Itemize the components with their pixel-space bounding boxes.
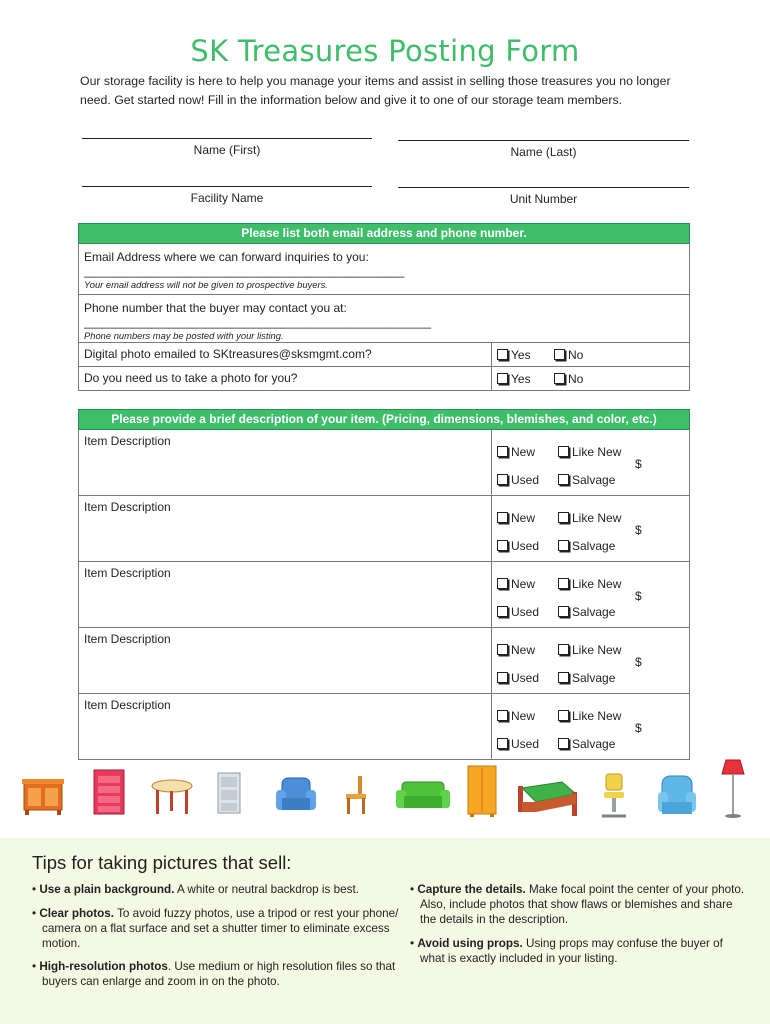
tips-heading: Tips for taking pictures that sell: xyxy=(32,852,292,873)
condition-like-new[interactable]: Like New xyxy=(558,577,621,591)
checkbox-icon xyxy=(497,578,508,589)
photo-q2-yes[interactable]: Yes xyxy=(497,372,531,386)
checkbox-icon xyxy=(558,672,569,683)
item-description-label: Item Description xyxy=(84,500,171,514)
name-last-field[interactable] xyxy=(398,140,689,159)
checkbox-icon xyxy=(497,474,508,485)
item-description-cell[interactable] xyxy=(79,430,492,496)
item-description-label: Item Description xyxy=(84,566,171,580)
price-field[interactable]: $ xyxy=(635,457,642,471)
item-description-cell[interactable] xyxy=(79,496,492,562)
items-table xyxy=(78,409,690,760)
dresser-icon xyxy=(22,776,64,816)
photo-q2-options xyxy=(492,367,690,391)
photo-q1-cell xyxy=(79,343,492,367)
checkbox-icon xyxy=(554,373,565,384)
condition-used[interactable]: Used xyxy=(497,473,539,487)
tip-high-resolution: • High-resolution photos. Use medium or high resolution files so that buyers can enlarge and zoom in on the photo. xyxy=(32,960,396,988)
contact-header: Please list both email address and phone number. xyxy=(79,224,690,244)
item-condition-cell xyxy=(492,430,690,496)
furniture-icons-row xyxy=(0,756,770,826)
photo-q2-cell xyxy=(79,367,492,391)
facility-name-field[interactable] xyxy=(82,186,372,205)
condition-like-new[interactable]: Like New xyxy=(558,511,621,525)
name-first-field[interactable] xyxy=(82,138,372,157)
tip-capture-details: • Capture the details. Make focal point the center of your photo. Also, include photos that show flaws or blemishes and share the details in the description. xyxy=(410,883,745,926)
checkbox-icon xyxy=(558,738,569,749)
office-chair-icon xyxy=(598,772,630,822)
armchair-icon xyxy=(274,774,318,816)
condition-new[interactable]: New xyxy=(497,577,535,591)
form-title: SK Treasures Posting Form xyxy=(190,34,580,68)
condition-salvage[interactable]: Salvage xyxy=(558,605,615,619)
tip-clear-photos: • Clear photos. To avoid fuzzy photos, use a tripod or rest your phone/ camera on a flat surface and set a shutter timer to eliminate excess motion. xyxy=(32,907,399,950)
item-condition-cell xyxy=(492,562,690,628)
wooden-chair-icon xyxy=(342,774,372,816)
item-description-label: Item Description xyxy=(84,434,171,448)
file-cabinet-icon xyxy=(216,771,242,815)
price-field[interactable]: $ xyxy=(635,655,642,669)
price-field[interactable]: $ xyxy=(635,523,642,537)
floor-lamp-icon xyxy=(718,756,748,820)
checkbox-icon xyxy=(497,606,508,617)
price-field[interactable]: $ xyxy=(635,721,642,735)
condition-like-new[interactable]: Like New xyxy=(558,445,621,459)
item-description-label: Item Description xyxy=(84,632,171,646)
tip-avoid-props: • Avoid using props. Using props may confuse the buyer of what is exactly included in your listing. xyxy=(410,937,723,965)
condition-new[interactable]: New xyxy=(497,709,535,723)
condition-new[interactable]: New xyxy=(497,643,535,657)
photo-q1-options xyxy=(492,343,690,367)
unit-number-label: Unit Number xyxy=(509,192,578,206)
wardrobe-icon xyxy=(466,764,498,818)
contact-table xyxy=(78,223,690,391)
item-condition-cell xyxy=(492,694,690,760)
checkbox-icon xyxy=(558,540,569,551)
checkbox-icon xyxy=(497,644,508,655)
round-table-icon xyxy=(150,778,194,816)
items-header: Please provide a brief description of your item. (Pricing, dimensions, blemishes, and color, etc.) xyxy=(79,410,690,430)
condition-salvage[interactable]: Salvage xyxy=(558,473,615,487)
item-description-label: Item Description xyxy=(84,698,171,712)
item-description-cell[interactable] xyxy=(79,628,492,694)
photo-q1-label: Digital photo emailed to SKtreasures@sksmgmt.com? xyxy=(84,347,372,361)
photo-q1-no[interactable]: No xyxy=(554,348,583,362)
condition-used[interactable]: Used xyxy=(497,671,539,685)
condition-salvage[interactable]: Salvage xyxy=(558,671,615,685)
checkbox-icon xyxy=(497,512,508,523)
checkbox-icon xyxy=(497,738,508,749)
name-last-label: Name (Last) xyxy=(510,145,577,159)
photo-q2-label: Do you need us to take a photo for you? xyxy=(84,371,298,385)
checkbox-icon xyxy=(558,512,569,523)
checkbox-icon xyxy=(558,446,569,457)
email-label: Email Address where we can forward inquiries to you: ________________________________________________ xyxy=(84,250,405,278)
tip-plain-background: • Use a plain background. A white or neutral backdrop is best. xyxy=(32,883,359,896)
item-condition-cell xyxy=(492,496,690,562)
checkbox-icon xyxy=(497,349,508,360)
facility-name-label: Facility Name xyxy=(190,191,264,205)
photo-q2-no[interactable]: No xyxy=(554,372,583,386)
condition-new[interactable]: New xyxy=(497,445,535,459)
phone-label: Phone number that the buyer may contact you at: ____________________________________________________ xyxy=(84,301,432,329)
condition-salvage[interactable]: Salvage xyxy=(558,539,615,553)
condition-like-new[interactable]: Like New xyxy=(558,643,621,657)
checkbox-icon xyxy=(497,373,508,384)
phone-note: Phone numbers may be posted with your listing. xyxy=(84,330,284,341)
green-sofa-icon xyxy=(396,778,450,814)
checkbox-icon xyxy=(558,578,569,589)
checkbox-icon xyxy=(554,349,565,360)
condition-used[interactable]: Used xyxy=(497,539,539,553)
blue-armchair-icon xyxy=(656,774,698,820)
checkbox-icon xyxy=(497,540,508,551)
checkbox-icon xyxy=(497,446,508,457)
item-condition-cell xyxy=(492,628,690,694)
photo-q1-yes[interactable]: Yes xyxy=(497,348,531,362)
email-note: Your email address will not be given to prospective buyers. xyxy=(84,279,328,290)
name-first-label: Name (First) xyxy=(193,143,261,157)
tips-panel xyxy=(0,838,770,1024)
condition-used[interactable]: Used xyxy=(497,605,539,619)
phone-row[interactable] xyxy=(79,295,690,343)
checkbox-icon xyxy=(558,474,569,485)
price-field[interactable]: $ xyxy=(635,589,642,603)
checkbox-icon xyxy=(497,710,508,721)
item-description-cell[interactable] xyxy=(79,694,492,760)
checkbox-icon xyxy=(558,606,569,617)
condition-used[interactable]: Used xyxy=(497,737,539,751)
checkbox-icon xyxy=(558,644,569,655)
condition-new[interactable]: New xyxy=(497,511,535,525)
pink-chest-icon xyxy=(90,766,128,818)
unit-number-field[interactable] xyxy=(398,187,689,206)
bed-icon xyxy=(516,778,578,822)
checkbox-icon xyxy=(497,672,508,683)
email-row[interactable] xyxy=(79,244,690,295)
item-description-cell[interactable] xyxy=(79,562,492,628)
condition-like-new[interactable]: Like New xyxy=(558,709,621,723)
intro-text: Our storage facility is here to help you manage your items and assist in selling those treasures you no longer need. Get started now! Fill in the information below and give it to one of our storage team members. xyxy=(80,74,671,107)
checkbox-icon xyxy=(558,710,569,721)
condition-salvage[interactable]: Salvage xyxy=(558,737,615,751)
